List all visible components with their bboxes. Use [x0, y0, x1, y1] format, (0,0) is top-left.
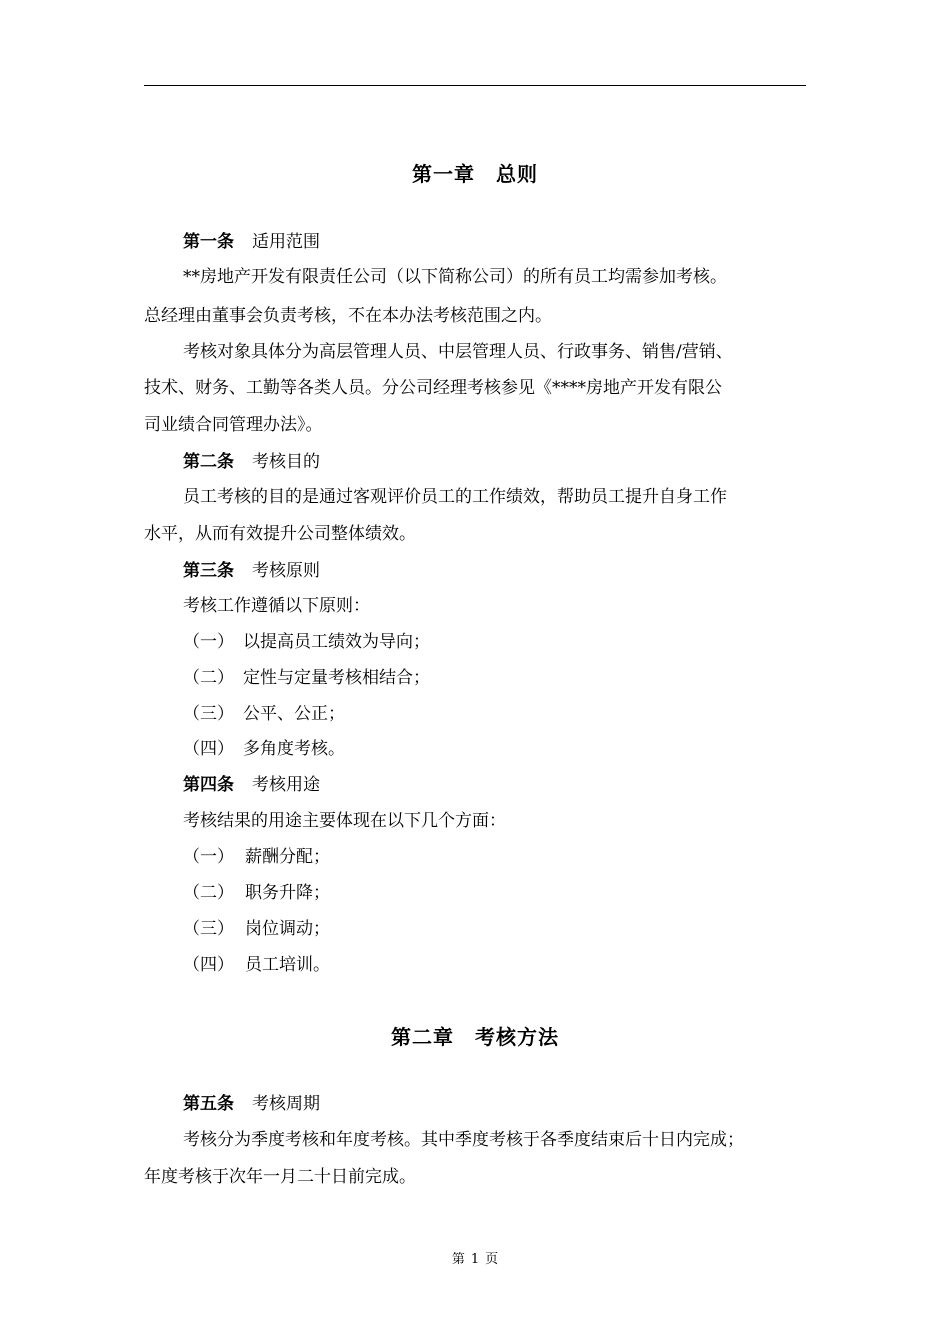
item-text: 多角度考核。 — [243, 739, 345, 759]
item-marker: （一） — [183, 847, 234, 867]
footer-suffix: 页 — [485, 1252, 499, 1267]
principle-item — [183, 631, 430, 653]
item-marker: （四） — [183, 739, 234, 759]
page-footer — [0, 1248, 950, 1267]
article-2-heading — [183, 451, 320, 473]
item-text: 职务升降； — [245, 883, 330, 903]
use-item — [183, 954, 330, 976]
use-item — [183, 882, 330, 904]
item-marker: （一） — [183, 632, 234, 652]
paragraph-line: **房地产开发有限责任公司（以下简称公司）的所有员工均需参加考核。 — [183, 267, 727, 287]
item-marker: （四） — [183, 955, 234, 975]
chapter-1-title: 第一章 总则 — [412, 162, 538, 186]
paragraph-line: 考核工作遵循以下原则： — [183, 596, 370, 616]
header-rule — [144, 85, 806, 86]
paragraph-line: 水平，从而有效提升公司整体绩效。 — [144, 524, 416, 544]
item-text: 岗位调动； — [245, 919, 330, 939]
article-4-heading — [183, 774, 320, 796]
principle-item — [183, 738, 345, 760]
paragraph-line: 考核分为季度考核和年度考核。其中季度考核于各季度结束后十日内完成； — [183, 1130, 744, 1150]
use-item — [183, 918, 330, 940]
item-marker: （三） — [183, 919, 234, 939]
paragraph-line: 考核对象具体分为高层管理人员、中层管理人员、行政事务、销售/营销、 — [183, 342, 733, 362]
article-title: 考核目的 — [252, 452, 320, 472]
article-5-heading — [183, 1093, 320, 1115]
article-title: 考核周期 — [252, 1094, 320, 1114]
page-number: 1 — [470, 1252, 480, 1267]
use-item — [183, 846, 330, 868]
item-marker: （二） — [183, 883, 234, 903]
paragraph-line: 年度考核于次年一月二十日前完成。 — [144, 1167, 416, 1187]
article-title: 考核原则 — [252, 561, 320, 581]
paragraph-line: 司业绩合同管理办法》。 — [144, 415, 323, 435]
article-number: 第三条 — [183, 561, 234, 581]
article-1-heading — [183, 231, 320, 253]
article-3-heading — [183, 560, 320, 582]
article-number: 第一条 — [183, 232, 234, 252]
item-text: 员工培训。 — [245, 955, 330, 975]
item-marker: （二） — [183, 668, 234, 688]
footer-prefix: 第 — [451, 1252, 465, 1267]
paragraph-line: 考核结果的用途主要体现在以下几个方面： — [183, 811, 506, 831]
article-number: 第五条 — [183, 1094, 234, 1114]
item-text: 以提高员工绩效为导向； — [243, 632, 430, 652]
paragraph-line: 员工考核的目的是通过客观评价员工的工作绩效，帮助员工提升自身工作 — [183, 487, 727, 507]
item-text: 公平、公正； — [243, 704, 345, 724]
article-title: 考核用途 — [252, 775, 320, 795]
item-text: 薪酬分配； — [245, 847, 330, 867]
principle-item — [183, 703, 345, 725]
paragraph-line: 技术、财务、工勤等各类人员。分公司经理考核参见《****房地产开发有限公 — [144, 378, 722, 398]
paragraph-line: 总经理由董事会负责考核，不在本办法考核范围之内。 — [144, 306, 552, 326]
article-number: 第四条 — [183, 775, 234, 795]
article-title: 适用范围 — [252, 232, 320, 252]
item-marker: （三） — [183, 704, 234, 724]
article-number: 第二条 — [183, 452, 234, 472]
item-text: 定性与定量考核相结合； — [243, 668, 430, 688]
chapter-2-title: 第二章 考核方法 — [391, 1025, 559, 1049]
principle-item — [183, 667, 430, 689]
